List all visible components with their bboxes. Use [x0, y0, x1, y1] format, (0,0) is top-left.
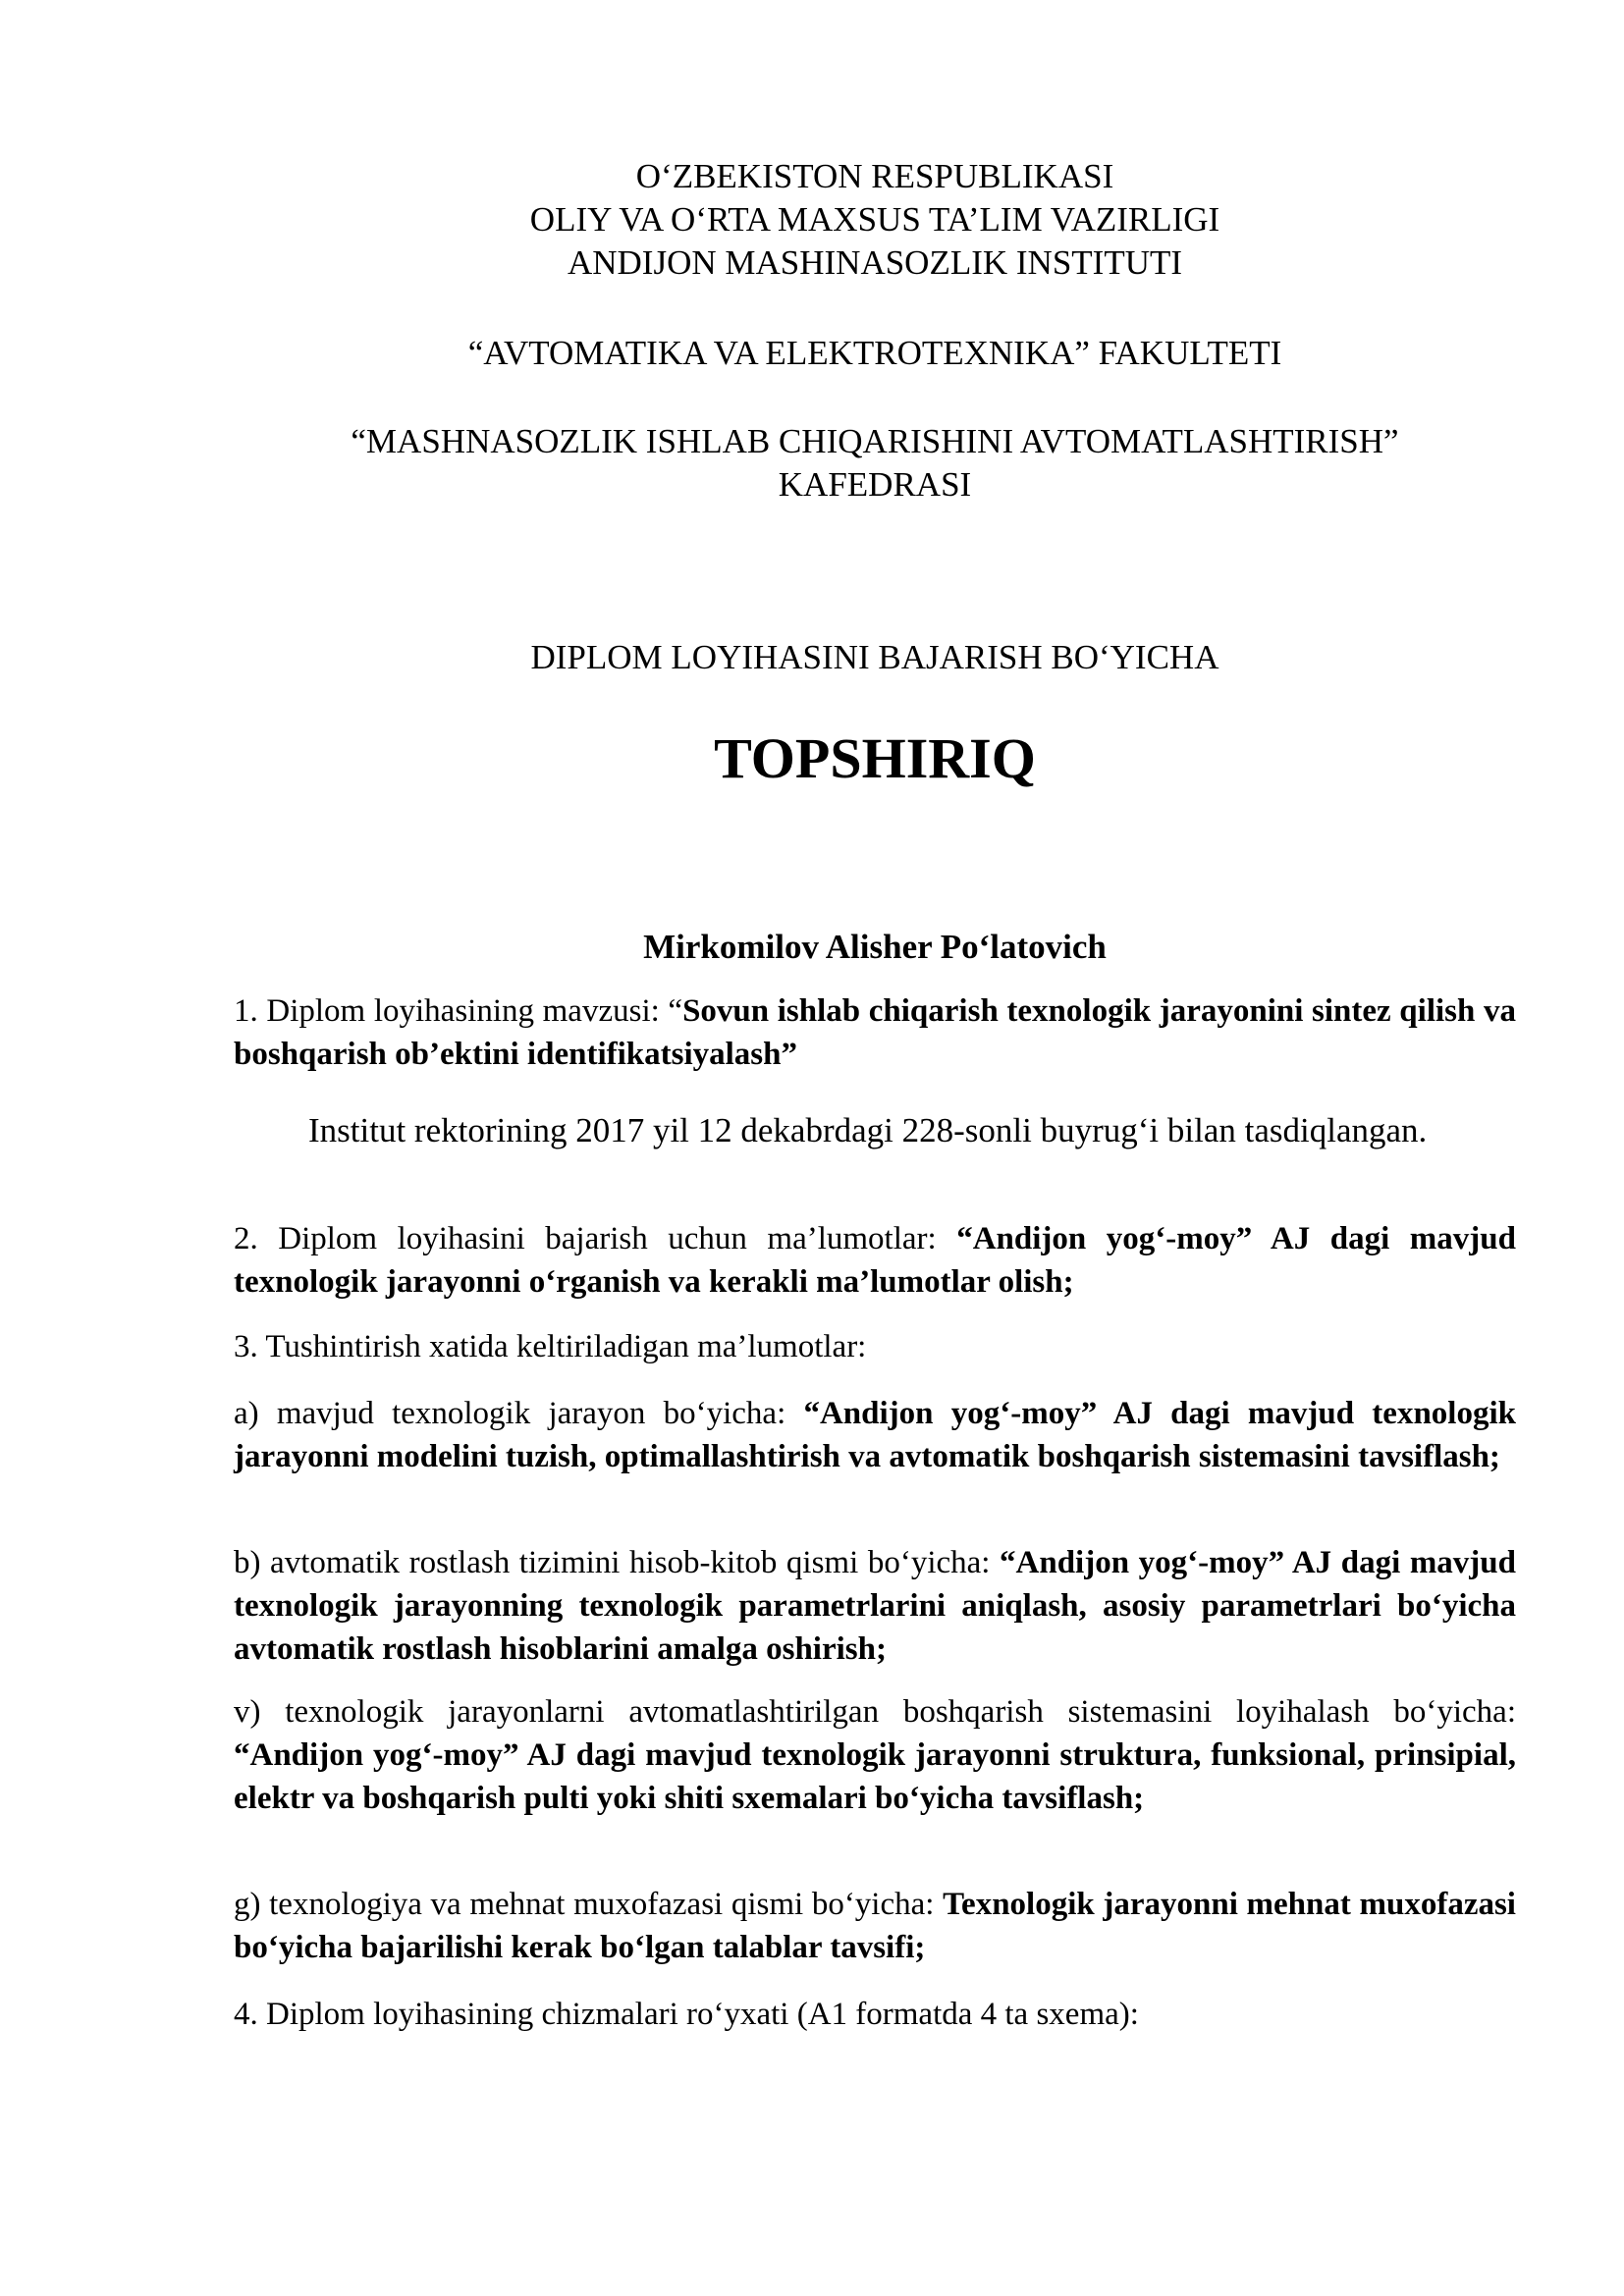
- item-1-label: 1. Diplom loyihasining mavzusi: “: [234, 993, 683, 1029]
- item-3b: [234, 1541, 1516, 1671]
- approval-note: Institut rektorining 2017 yil 12 dekabrdagi 228-sonli buyrug‘i bilan tasdiqlangan.: [308, 1111, 1428, 1149]
- department-name: “MASHNASOZLIK ISHLAB CHIQARISHINI AVTOMATLASHTIRISH”: [351, 422, 1399, 460]
- student-name: Mirkomilov Alisher Po‘latovich: [643, 928, 1107, 966]
- subtitle-text: DIPLOM LOYIHASINI BAJARISH BO‘YICHA: [530, 638, 1219, 676]
- item-3-heading: 3. Tushintirish xatida keltiriladigan ma’lumotlar:: [234, 1329, 867, 1364]
- document-title: TOPSHIRIQ: [714, 726, 1036, 790]
- item-4-drawings: 4. Diplom loyihasining chizmalari ro‘yxati (A1 formatda 4 ta sxema):: [234, 1997, 1139, 2032]
- item-1-topic-text: Sovun ishlab chiqarish texnologik jarayonini sintez qilish va boshqarish ob’ektini identifikatsiyalash”: [234, 993, 1516, 1072]
- item-3a-text: “Andijon yog‘-moy” AJ dagi mavjud texnologik jarayonni modelini tuzish, optimallashtirish va avtomatik boshqarish sistemasini tavsiflash;: [234, 1396, 1516, 1474]
- header-line-institute: ANDIJON MASHINASOZLIK INSTITUTI: [567, 243, 1183, 282]
- item-3v-text: “Andijon yog‘-moy” AJ dagi mavjud texnologik jarayonni struktura, funksional, prinsipial, elektr va boshqarish pulti yoki shiti sxemalari bo‘yicha tavsiflash;: [234, 1737, 1516, 1816]
- item-2-data: [234, 1217, 1516, 1304]
- item-3v-label: v) texnologik jarayonlarni avtomatlashtirilgan boshqarish sistemasini loyihalash bo‘yicha:: [234, 1694, 1516, 1730]
- item-3g-label: g) texnologiya va mehnat muxofazasi qismi bo‘yicha:: [234, 1887, 944, 1922]
- item-3a: [234, 1392, 1516, 1478]
- item-1-topic: [234, 989, 1516, 1076]
- header-line-republic: O‘ZBEKISTON RESPUBLIKASI: [635, 157, 1114, 195]
- item-3g-text: Texnologik jarayonni mehnat muxofazasi bo‘yicha bajarilishi kerak bo‘lgan talablar tavsifi;: [234, 1887, 1516, 1965]
- item-3b-label: b) avtomatik rostlash tizimini hisob-kitob qismi bo‘yicha:: [234, 1545, 1001, 1580]
- header-line-ministry: OLIY VA O‘RTA MAXSUS TA’LIM VAZIRLIGI: [529, 200, 1220, 239]
- ministry-header: [234, 155, 1516, 285]
- faculty-heading: [234, 332, 1516, 375]
- item-3b-text: “Andijon yog‘-moy” AJ dagi mavjud texnologik jarayonning texnologik parametrlarini aniqlash, asosiy parametrlari bo‘yicha avtomatik rostlash hisoblarini amalga oshirish;: [234, 1545, 1516, 1667]
- item-2-text: “Andijon yog‘-moy” AJ dagi mavjud texnologik jarayonni o‘rganish va kerakli ma’lumotlar olish;: [234, 1221, 1516, 1300]
- item-2-label: 2. Diplom loyihasini bajarish uchun ma’lumotlar:: [234, 1221, 957, 1256]
- item-3g: [234, 1883, 1516, 1969]
- department-suffix: KAFEDRASI: [778, 465, 972, 504]
- faculty-name: “AVTOMATIKA VA ELEKTROTEXNIKA” FAKULTETI: [467, 334, 1282, 372]
- item-3v: [234, 1690, 1516, 1820]
- item-3a-label: a) mavjud texnologik jarayon bo‘yicha:: [234, 1396, 804, 1431]
- document-subtitle: [234, 636, 1516, 679]
- department-heading: [234, 420, 1516, 507]
